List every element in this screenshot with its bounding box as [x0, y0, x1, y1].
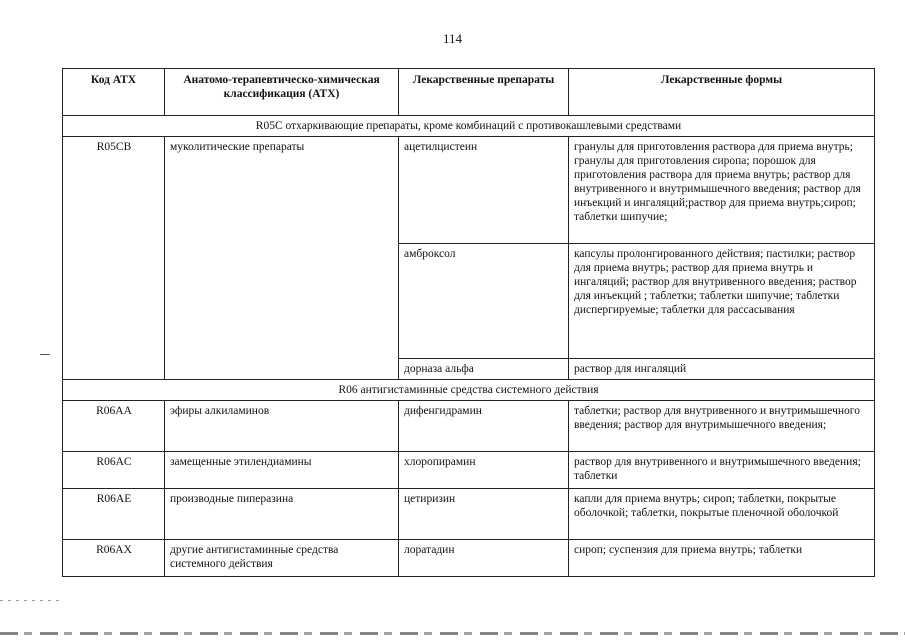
atc-table [62, 68, 875, 577]
header-dosage-forms: Лекарственные формы [569, 69, 875, 116]
atc-code-cell: R05CB [63, 137, 165, 380]
dosage-forms-cell: гранулы для приготовления раствора для приема внутрь; гранулы для приготовления сиропа; порошок для приготовления раствора для приема внутрь; раствор для внутривенного и внутримышечного введения; раствор для инъекций и ингаляций;раствор для приема внутрь;сироп; таблетки шипучие; [569, 137, 875, 244]
scan-noise [0, 600, 60, 601]
atc-class-cell: замещенные этилендиамины [165, 452, 399, 489]
atc-class-cell: другие антигистаминные средства системного действия [165, 540, 399, 577]
section-title-r06: R06 антигистаминные средства системного действия [63, 380, 875, 401]
atc-code-cell: R06AC [63, 452, 165, 489]
header-atc-code: Код АТХ [63, 69, 165, 116]
header-drugs: Лекарственные препараты [399, 69, 569, 116]
page-number: 114 [442, 31, 463, 46]
table-row [63, 401, 875, 452]
table-row [63, 540, 875, 577]
atc-class-cell: муколитические препараты [165, 137, 399, 380]
section-row [63, 116, 875, 137]
dosage-forms-cell: капсулы пролонгированного действия; пастилки; раствор для приема внутрь; раствор для приема внутрь и ингаляций; раствор для внутривенного введения; раствор для инъекций ; таблетки; таблетки шипучие; таблетки диспергируемые; таблетки для рассасывания [569, 244, 875, 359]
header-atc-classification: Анатомо-терапевтическо-химическая классификация (АТХ) [165, 69, 399, 116]
drug-name-cell: хлоропирамин [399, 452, 569, 489]
drug-name-cell: цетиризин [399, 489, 569, 540]
drug-name-cell: дорназа альфа [399, 359, 569, 380]
drug-name-cell: ацетилцистеин [399, 137, 569, 244]
dosage-forms-cell: раствор для ингаляций [569, 359, 875, 380]
dosage-forms-cell: раствор для внутривенного и внутримышечного введения; таблетки [569, 452, 875, 489]
dosage-forms-cell: капли для приема внутрь; сироп; таблетки, покрытые оболочкой; таблетки, покрытые пленочной оболочкой [569, 489, 875, 540]
drug-name-cell: лоратадин [399, 540, 569, 577]
scan-edge [0, 632, 905, 635]
table-header-row [63, 69, 875, 116]
table-row [63, 452, 875, 489]
section-row [63, 380, 875, 401]
scan-mark [40, 354, 50, 355]
atc-class-cell: производные пиперазина [165, 489, 399, 540]
atc-code-cell: R06AA [63, 401, 165, 452]
atc-code-cell: R06AE [63, 489, 165, 540]
section-title-r05c: R05C отхаркивающие препараты, кроме комбинаций с противокашлевыми средствами [63, 116, 875, 137]
table-row [63, 489, 875, 540]
drug-name-cell: дифенгидрамин [399, 401, 569, 452]
atc-table-container [62, 68, 874, 577]
drug-name-cell: амброксол [399, 244, 569, 359]
atc-class-cell: эфиры алкиламинов [165, 401, 399, 452]
dosage-forms-cell: сироп; суспензия для приема внутрь; таблетки [569, 540, 875, 577]
dosage-forms-cell: таблетки; раствор для внутривенного и внутримышечного введения; раствор для внутримышечного введения; [569, 401, 875, 452]
table-row [63, 137, 875, 244]
atc-code-cell: R06AX [63, 540, 165, 577]
